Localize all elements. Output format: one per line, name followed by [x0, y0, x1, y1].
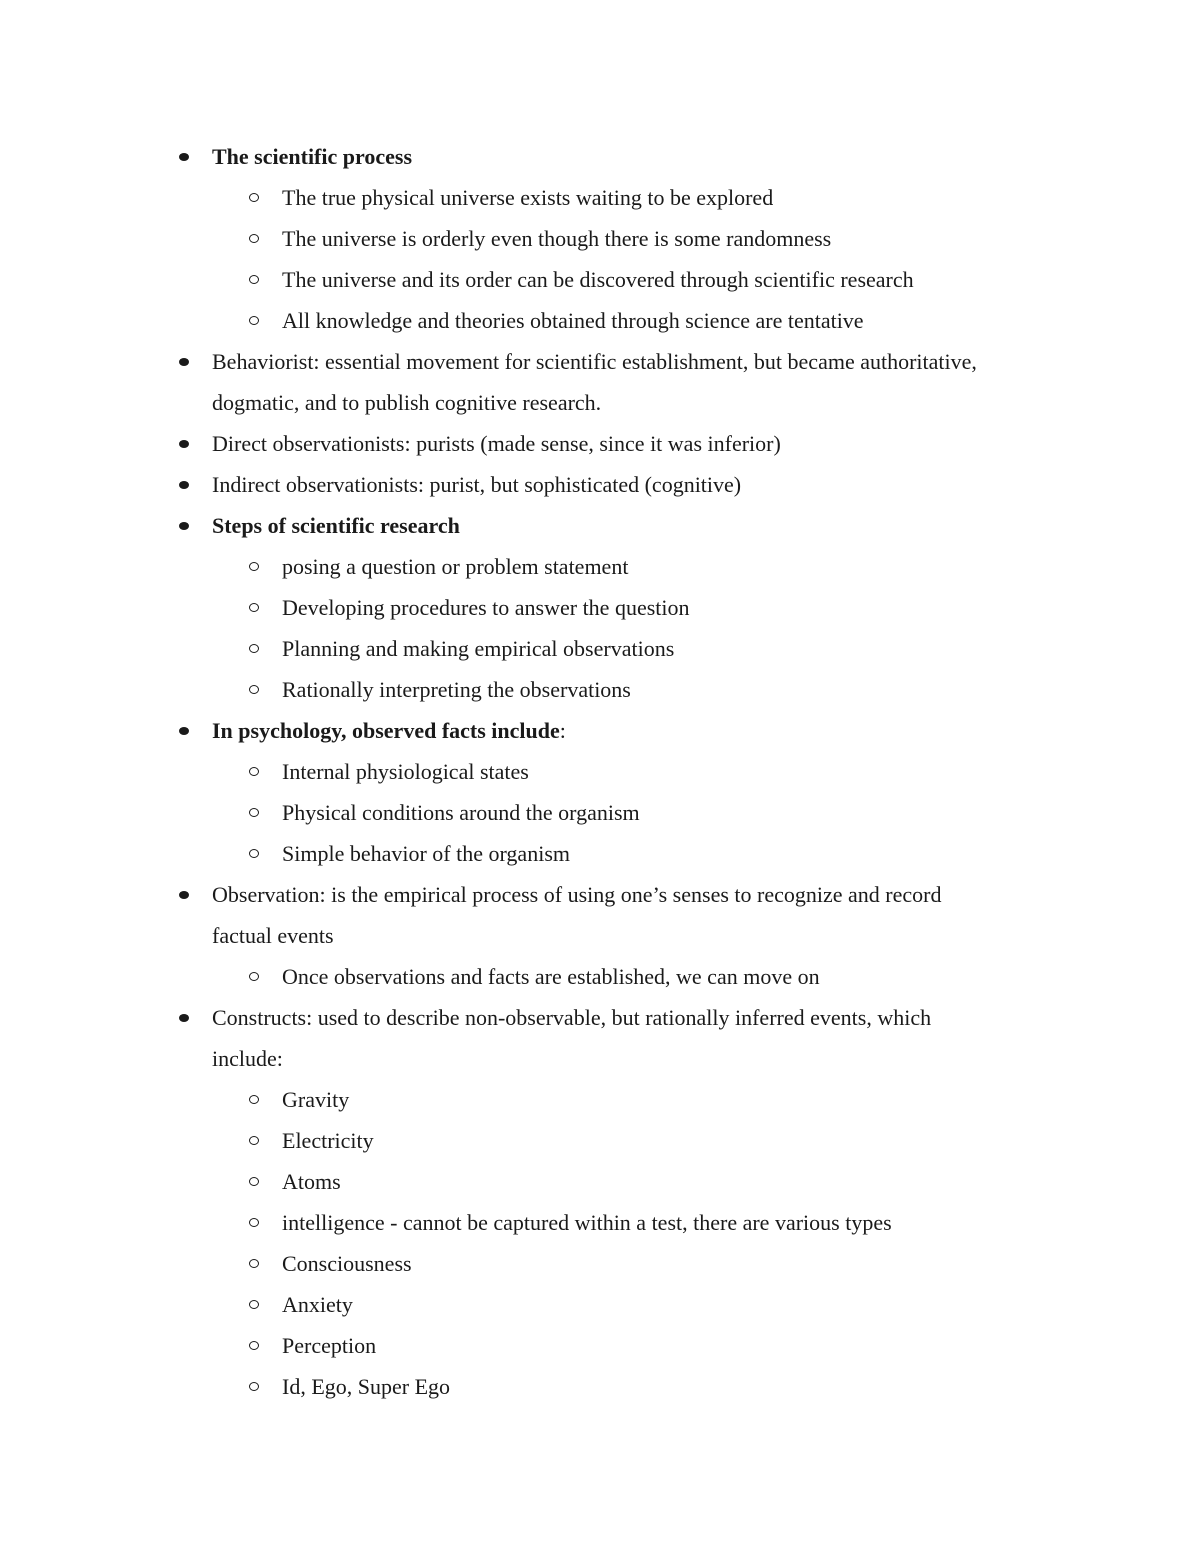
hollow-bullet-icon	[249, 644, 259, 653]
filled-bullet-icon	[179, 481, 189, 489]
filled-bullet-icon	[179, 522, 189, 530]
bullet-continuation	[0, 915, 1200, 956]
hollow-bullet-icon	[249, 1300, 259, 1309]
hollow-bullet-icon	[249, 193, 259, 202]
hollow-bullet-icon	[249, 603, 259, 612]
filled-bullet-icon	[179, 440, 189, 448]
hollow-bullet-icon	[249, 1382, 259, 1391]
heading-text: The scientific process	[212, 144, 413, 169]
item-text: Physical conditions around the organism	[282, 800, 640, 825]
sub-bullet-item	[0, 956, 1200, 997]
hollow-bullet-icon	[249, 316, 259, 325]
item-text: Atoms	[282, 1169, 341, 1194]
hollow-bullet-icon	[249, 849, 259, 858]
item-text: The universe is orderly even though there is some randomness	[282, 226, 832, 251]
hollow-bullet-icon	[249, 685, 259, 694]
sub-bullet-item	[0, 628, 1200, 669]
sub-bullet-item	[0, 1284, 1200, 1325]
hollow-bullet-icon	[249, 808, 259, 817]
item-text: Anxiety	[282, 1292, 353, 1317]
sub-bullet-item	[0, 833, 1200, 874]
item-text: include:	[212, 1046, 283, 1071]
filled-bullet-icon	[179, 153, 189, 161]
bullet-item	[0, 341, 1200, 382]
item-text: intelligence - cannot be captured within a test, there are various types	[282, 1210, 892, 1235]
item-text: Internal physiological states	[282, 759, 529, 784]
sub-bullet-item	[0, 792, 1200, 833]
sub-bullet-item	[0, 1325, 1200, 1366]
item-text: The true physical universe exists waiting to be explored	[282, 185, 774, 210]
sub-bullet-item	[0, 1366, 1200, 1407]
filled-bullet-icon	[179, 1014, 189, 1022]
item-text: Indirect observationists: purist, but sophisticated (cognitive)	[212, 472, 742, 497]
sub-bullet-item	[0, 751, 1200, 792]
item-text: Id, Ego, Super Ego	[282, 1374, 451, 1399]
item-text: Simple behavior of the organism	[282, 841, 570, 866]
bullet-continuation	[0, 382, 1200, 423]
item-text: Planning and making empirical observations	[282, 636, 675, 661]
hollow-bullet-icon	[249, 234, 259, 243]
sub-bullet-item	[0, 1243, 1200, 1284]
item-text: All knowledge and theories obtained through science are tentative	[282, 308, 864, 333]
sub-bullet-item	[0, 546, 1200, 587]
hollow-bullet-icon	[249, 1136, 259, 1145]
bullet-item	[0, 423, 1200, 464]
sub-bullet-item	[0, 1161, 1200, 1202]
bullet-item	[0, 136, 1200, 177]
item-text: Developing procedures to answer the question	[282, 595, 690, 620]
sub-bullet-item	[0, 259, 1200, 300]
hollow-bullet-icon	[249, 1095, 259, 1104]
hollow-bullet-icon	[249, 562, 259, 571]
hollow-bullet-icon	[249, 1341, 259, 1350]
item-text: The universe and its order can be discovered through scientific research	[282, 267, 914, 292]
bullet-item	[0, 997, 1200, 1038]
hollow-bullet-icon	[249, 275, 259, 284]
item-text: Constructs: used to describe non-observable, but rationally inferred events, which	[212, 1005, 932, 1030]
bullet-item	[0, 505, 1200, 546]
sub-bullet-item	[0, 1120, 1200, 1161]
item-text: Rationally interpreting the observations	[282, 677, 631, 702]
bullet-item	[0, 464, 1200, 505]
item-text: Once observations and facts are established, we can move on	[282, 964, 820, 989]
hollow-bullet-icon	[249, 972, 259, 981]
sub-bullet-item	[0, 587, 1200, 628]
item-text: Observation: is the empirical process of using one’s senses to recognize and record	[212, 882, 942, 907]
sub-bullet-item	[0, 300, 1200, 341]
sub-bullet-item	[0, 177, 1200, 218]
hollow-bullet-icon	[249, 1218, 259, 1227]
item-text: Gravity	[282, 1087, 350, 1112]
sub-bullet-item	[0, 218, 1200, 259]
item-text: Electricity	[282, 1128, 374, 1153]
item-text: Perception	[282, 1333, 377, 1358]
hollow-bullet-icon	[249, 767, 259, 776]
hollow-bullet-icon	[249, 1177, 259, 1186]
filled-bullet-icon	[179, 358, 189, 366]
item-text: :	[559, 718, 566, 743]
bullet-continuation	[0, 1038, 1200, 1079]
item-text: Consciousness	[282, 1251, 412, 1276]
sub-bullet-item	[0, 1079, 1200, 1120]
heading-text: Steps of scientific research	[212, 513, 460, 538]
bullet-item	[0, 710, 1200, 751]
item-text: factual events	[212, 923, 334, 948]
item-text: posing a question or problem statement	[282, 554, 629, 579]
filled-bullet-icon	[179, 727, 189, 735]
item-text: Behaviorist: essential movement for scientific establishment, but became authoritative,	[212, 349, 977, 374]
item-text: dogmatic, and to publish cognitive research.	[212, 390, 602, 415]
sub-bullet-item	[0, 1202, 1200, 1243]
heading-text: In psychology, observed facts include	[212, 718, 560, 743]
hollow-bullet-icon	[249, 1259, 259, 1268]
bullet-item	[0, 874, 1200, 915]
sub-bullet-item	[0, 669, 1200, 710]
item-text: Direct observationists: purists (made sense, since it was inferior)	[212, 431, 781, 456]
filled-bullet-icon	[179, 891, 189, 899]
